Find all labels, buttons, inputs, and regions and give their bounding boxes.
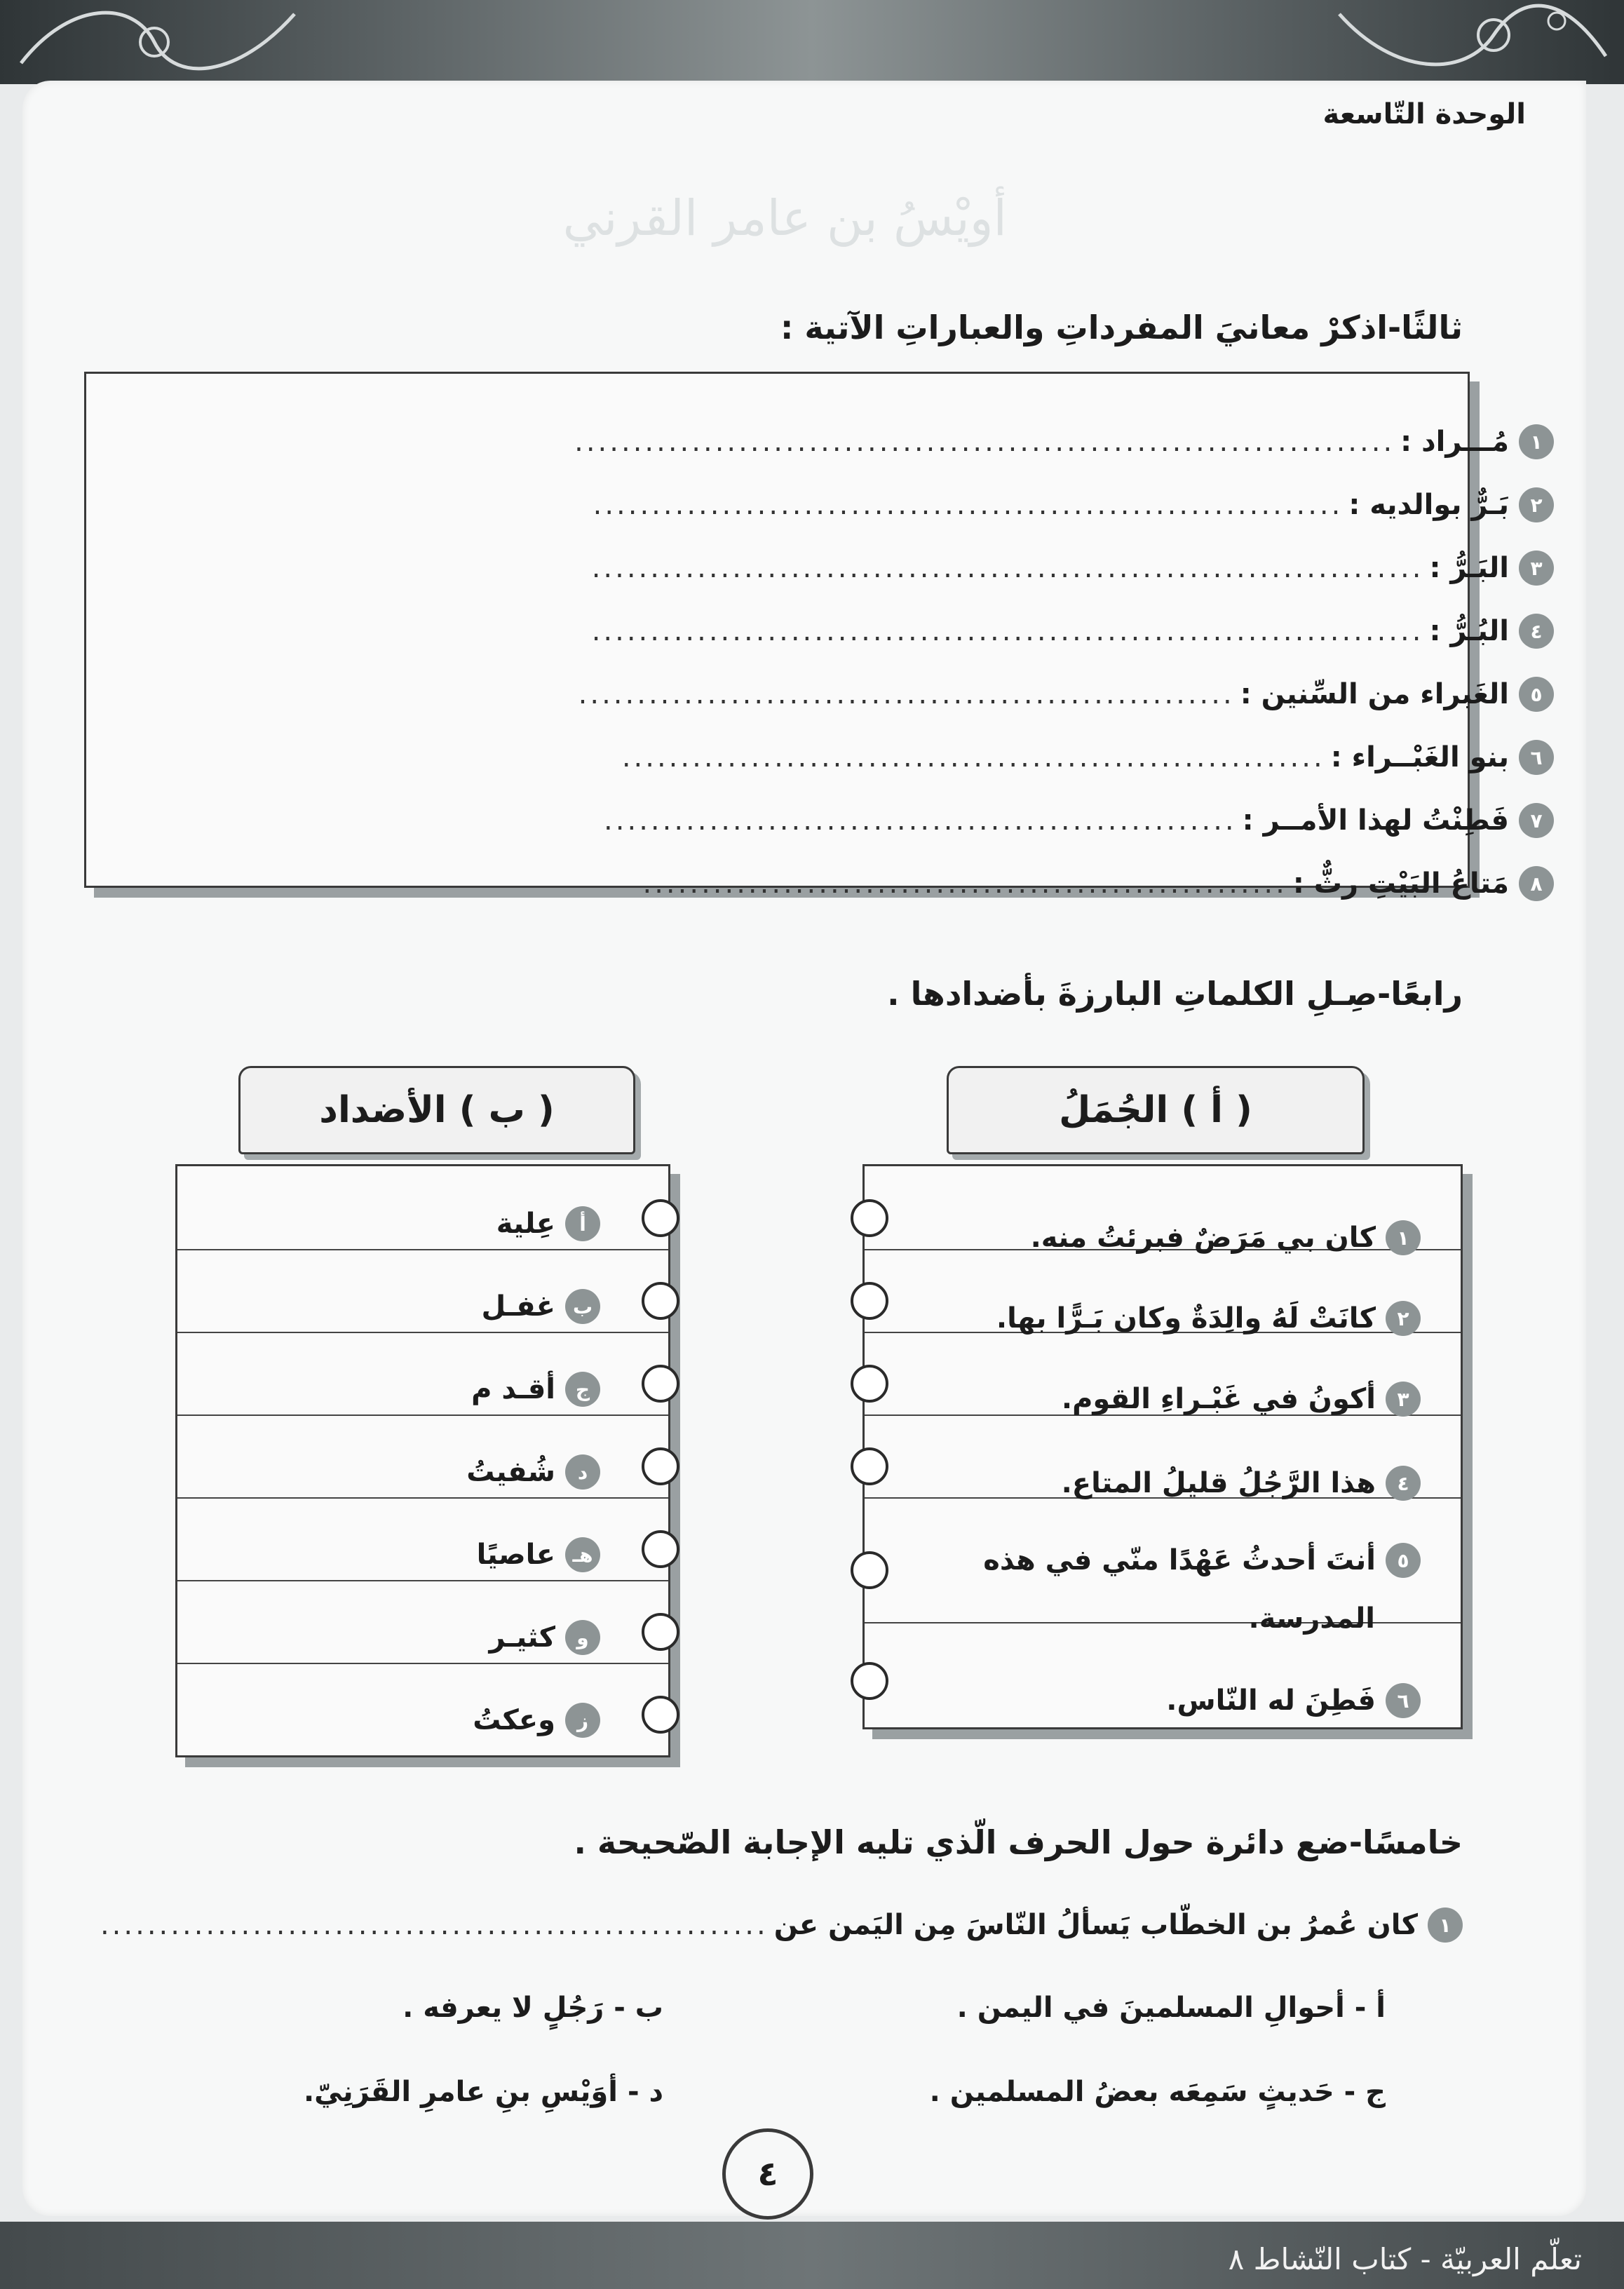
sentence-continuation: المدرسة. xyxy=(1248,1602,1375,1635)
number-badge: ٢ xyxy=(1519,487,1554,522)
answer-dots[interactable]: ....................................................... xyxy=(642,867,1287,900)
header-ornament-band xyxy=(0,0,1624,84)
option-label[interactable]: ج - xyxy=(1344,2076,1386,2108)
option-c[interactable] xyxy=(930,2076,1386,2108)
match-ring[interactable] xyxy=(851,1199,888,1237)
number-badge: ٧ xyxy=(1519,803,1554,838)
number-badge: ١ xyxy=(1428,1908,1463,1943)
option-text: أحوالِ المسلمينَ في اليمن . xyxy=(956,1992,1345,2024)
option-b[interactable] xyxy=(402,1992,663,2024)
option-label[interactable]: أ - xyxy=(1354,1992,1386,2024)
swirl-ornament-right xyxy=(1332,0,1613,84)
opposite-word: عِلية xyxy=(496,1208,555,1240)
sentence-text: كان بي مَرَضٌ فبرئتُ منه. xyxy=(1030,1222,1376,1254)
option-text: حَديثٍ سَمِعَه بعضُ المسلمين . xyxy=(929,2076,1334,2108)
divider xyxy=(177,1332,668,1333)
letter-badge: ب xyxy=(565,1289,600,1324)
vocab-row xyxy=(622,736,1554,778)
letter-badge: ج xyxy=(565,1372,600,1407)
vocab-term: فَطِنْتُ لهذا الأمــر : xyxy=(1242,804,1509,837)
number-badge: ٣ xyxy=(1386,1382,1421,1417)
match-ring[interactable] xyxy=(851,1551,888,1589)
number-badge: ٦ xyxy=(1386,1683,1421,1718)
opposite-word: أقـد م xyxy=(471,1373,555,1405)
opposite-word: غفـل xyxy=(481,1290,555,1323)
answer-dots: ......................................................... xyxy=(100,1909,769,1941)
divider xyxy=(177,1497,668,1499)
faded-lesson-title: أويْسُ بن عامر القرني xyxy=(562,189,1007,247)
number-badge: ٤ xyxy=(1519,614,1554,649)
unit-title: الوحدة التّاسعة xyxy=(1322,98,1526,130)
sentence-text: فَطِنَ له النّاس. xyxy=(1166,1684,1376,1717)
option-label[interactable]: ب - xyxy=(614,1992,663,2024)
match-ring[interactable] xyxy=(642,1199,679,1237)
vocab-row xyxy=(643,863,1555,905)
vocab-row xyxy=(592,547,1554,589)
match-ring[interactable] xyxy=(642,1530,679,1568)
sentence-text: كانَتْ لَهُ والِدَةٌ وكان بَـرًّا بها. xyxy=(996,1302,1376,1335)
column-a-title: ( أ ) الجُمَلُ xyxy=(947,1066,1365,1154)
option-text: رَجُلٍ لا يعرفه . xyxy=(402,1992,604,2024)
column-b-title: ( ب ) الأضداد xyxy=(238,1066,635,1154)
opposite-row xyxy=(482,1289,601,1324)
opposite-word: وعكتُ xyxy=(473,1704,555,1736)
sentence-row xyxy=(1062,1466,1421,1501)
match-ring[interactable] xyxy=(851,1365,888,1403)
sentence-text: أكونُ في غَبْـراءِ القوم. xyxy=(1061,1383,1376,1415)
answer-dots[interactable]: ............................................................ xyxy=(621,741,1325,774)
sentence-text: هذا الرَّجُلُ قليلُ المتاع. xyxy=(1061,1467,1376,1499)
number-badge: ٦ xyxy=(1519,740,1554,775)
sentence-row xyxy=(1031,1220,1421,1255)
option-label[interactable]: د - xyxy=(627,2076,663,2108)
vocab-term: بنو الغَبْــراء : xyxy=(1330,741,1509,774)
page-number: ٤ xyxy=(722,2128,813,2220)
vocab-row xyxy=(593,484,1554,526)
question-row xyxy=(100,1908,1463,1943)
vocab-term: مُـــراد : xyxy=(1400,426,1509,458)
divider xyxy=(177,1414,668,1416)
opposite-word: شُفيتُ xyxy=(466,1456,555,1488)
vocab-term: مَتاعُ البَيْتِ رثٌّ : xyxy=(1292,867,1509,900)
opposite-row xyxy=(489,1620,600,1655)
opposite-row xyxy=(473,1703,600,1738)
letter-badge: ز xyxy=(565,1703,600,1738)
number-badge: ١ xyxy=(1386,1220,1421,1255)
vocab-term: بَـرٌّ بوالديه : xyxy=(1348,489,1509,521)
letter-badge: د xyxy=(565,1454,600,1490)
divider xyxy=(177,1249,668,1250)
answer-dots[interactable]: ....................................................................... xyxy=(591,552,1424,584)
question-text: كان عُمرُ بن الخطّاب يَسألُ النّاسَ مِن اليَمن عن xyxy=(773,1909,1418,1941)
match-ring[interactable] xyxy=(642,1282,679,1320)
vocab-term: البُـرُّ : xyxy=(1429,615,1509,647)
option-d[interactable] xyxy=(304,2076,663,2108)
opposite-row xyxy=(466,1454,600,1490)
number-badge: ٥ xyxy=(1386,1543,1421,1578)
opposite-row xyxy=(496,1206,600,1241)
sentence-row xyxy=(1166,1683,1421,1718)
match-ring[interactable] xyxy=(851,1282,888,1320)
vocab-row xyxy=(604,799,1554,842)
section5-heading: خامسًا-ضع دائرة حول الحرف الّذي تليه الإجابة الصّحيحة . xyxy=(574,1823,1463,1861)
answer-dots[interactable]: ...................................................................... xyxy=(574,426,1395,458)
number-badge: ٢ xyxy=(1386,1301,1421,1336)
number-badge: ٤ xyxy=(1386,1466,1421,1501)
opposite-row xyxy=(477,1537,600,1572)
letter-badge: أ xyxy=(565,1206,600,1241)
vocab-term: الغَبراء من السِّنين : xyxy=(1240,678,1509,710)
answer-dots[interactable]: ....................................................................... xyxy=(591,615,1424,647)
match-ring[interactable] xyxy=(642,1696,679,1734)
opposite-word: عاصيًا xyxy=(476,1539,555,1571)
match-ring[interactable] xyxy=(851,1662,888,1700)
divider xyxy=(177,1580,668,1581)
match-ring[interactable] xyxy=(642,1447,679,1485)
answer-dots[interactable]: ...................................................... xyxy=(604,804,1237,837)
divider xyxy=(177,1663,668,1664)
number-badge: ٨ xyxy=(1519,866,1554,901)
opposite-row xyxy=(471,1372,600,1407)
answer-dots[interactable]: ........................................................ xyxy=(578,678,1235,710)
letter-badge: هـ xyxy=(565,1537,600,1572)
letter-badge: و xyxy=(565,1620,600,1655)
number-badge: ٣ xyxy=(1519,551,1554,586)
vocab-term: البَـرُّ : xyxy=(1429,552,1509,584)
option-text: أوَيْسِ بنِ عامرِ القَرَنِيّ. xyxy=(303,2076,618,2108)
match-ring[interactable] xyxy=(851,1447,888,1485)
sentence-text: أنتَ أحدثُ عَهْدًا منّي في هذه xyxy=(983,1544,1376,1576)
sentence-row xyxy=(996,1301,1421,1336)
opposite-word: كثيـر xyxy=(489,1621,555,1654)
answer-dots[interactable]: ................................................................ xyxy=(593,489,1344,521)
footer-band xyxy=(0,2222,1624,2289)
sentence-row xyxy=(1062,1382,1421,1417)
vocab-row xyxy=(578,673,1554,715)
sentence-row xyxy=(983,1543,1421,1578)
vocab-row xyxy=(592,610,1554,652)
section3-heading: ثالثًا-اذكرْ معانيَ المفرداتِ والعباراتِ الآتية : xyxy=(780,309,1463,346)
number-badge: ١ xyxy=(1519,424,1554,459)
swirl-ornament-left xyxy=(14,0,309,84)
vocab-row xyxy=(574,421,1554,463)
section4-heading: رابعًا-صِـلِ الكلماتِ البارزةَ بأضدادها . xyxy=(887,975,1463,1013)
number-badge: ٥ xyxy=(1519,677,1554,712)
match-ring[interactable] xyxy=(642,1613,679,1651)
footer-text: تعلّم العربيّة - كتاب النّشاط ٨ xyxy=(1228,2242,1582,2276)
option-a[interactable] xyxy=(957,1992,1386,2024)
match-ring[interactable] xyxy=(642,1365,679,1403)
